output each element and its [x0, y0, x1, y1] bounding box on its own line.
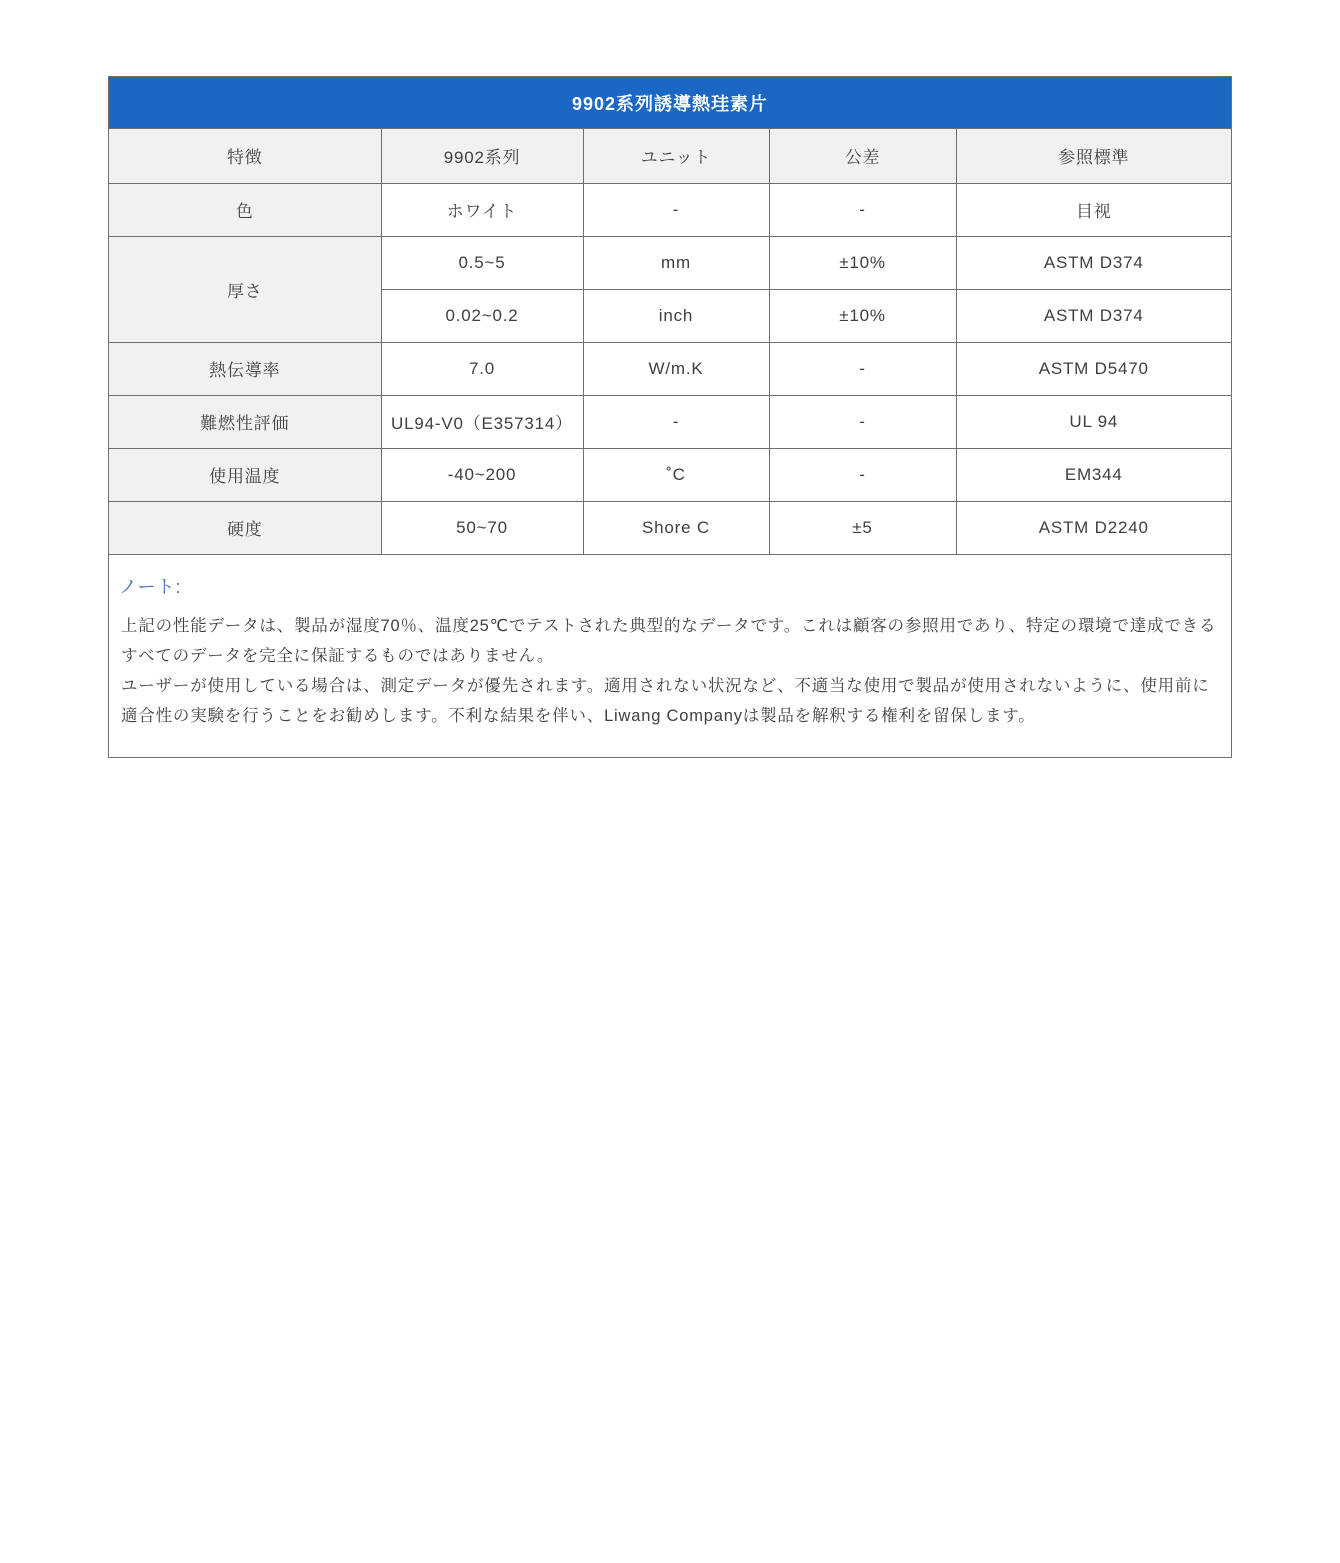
cell-thermal-unit: W/m.K: [583, 342, 769, 395]
cell-flame-standard: UL 94: [956, 395, 1231, 448]
cell-hardness-value: 50~70: [381, 501, 583, 554]
row-header-hardness: 硬度: [109, 501, 381, 554]
row-header-thickness: 厚さ: [109, 236, 381, 342]
cell-hardness-unit: Shore C: [583, 501, 769, 554]
table-header-row: [109, 129, 1231, 183]
cell-color-tolerance: -: [769, 183, 956, 236]
cell-color-unit: -: [583, 183, 769, 236]
cell-thickness-inch-standard: ASTM D374: [956, 289, 1231, 342]
cell-thermal-standard: ASTM D5470: [956, 342, 1231, 395]
notes-section: [109, 555, 1231, 757]
notes-paragraph-1: 上記の性能データは、製品が湿度70％、温度25℃でテストされた典型的なデータです。これは顧客の参照用であり、特定の環境で達成できるすべてのデータを完全に保証するものではありません。: [121, 616, 1217, 665]
cell-color-value: ホワイト: [381, 183, 583, 236]
column-header-series: 9902系列: [381, 129, 583, 183]
table-row-hardness: [109, 501, 1231, 554]
row-header-color: 色: [109, 183, 381, 236]
cell-flame-unit: -: [583, 395, 769, 448]
spec-panel: [108, 76, 1232, 758]
table-title: 9902系列誘導熱珪素片: [571, 93, 769, 114]
cell-thickness-mm-value: 0.5~5: [381, 236, 583, 289]
notes-label: ノート:: [119, 576, 182, 597]
row-header-thermal-conductivity: 熱伝導率: [109, 342, 381, 395]
column-header-tolerance: 公差: [769, 129, 956, 183]
cell-thickness-mm-standard: ASTM D374: [956, 236, 1231, 289]
table-title-bar: [109, 77, 1231, 129]
cell-color-standard: 目视: [956, 183, 1231, 236]
cell-thickness-mm-tolerance: ±10%: [769, 236, 956, 289]
table-row-operating-temperature: [109, 448, 1231, 501]
cell-thickness-inch-value: 0.02~0.2: [381, 289, 583, 342]
cell-flame-tolerance: -: [769, 395, 956, 448]
column-header-feature: 特徴: [109, 129, 381, 183]
cell-thickness-inch-tolerance: ±10%: [769, 289, 956, 342]
row-header-flame-rating: 難燃性評価: [109, 395, 381, 448]
table-row-flame-rating: [109, 395, 1231, 448]
cell-hardness-tolerance: ±5: [769, 501, 956, 554]
table-row-thickness-mm: [109, 236, 1231, 289]
cell-thickness-mm-unit: mm: [583, 236, 769, 289]
cell-flame-value: UL94-V0（E357314）: [381, 395, 583, 448]
cell-thickness-inch-unit: inch: [583, 289, 769, 342]
cell-temperature-value: -40~200: [381, 448, 583, 501]
cell-temperature-standard: EM344: [956, 448, 1231, 501]
cell-hardness-standard: ASTM D2240: [956, 501, 1231, 554]
spec-table: [109, 129, 1231, 555]
column-header-unit: ユニット: [583, 129, 769, 183]
cell-thermal-tolerance: -: [769, 342, 956, 395]
cell-thermal-value: 7.0: [381, 342, 583, 395]
cell-temperature-tolerance: -: [769, 448, 956, 501]
table-row-color: [109, 183, 1231, 236]
cell-temperature-unit: ˚C: [583, 448, 769, 501]
table-row-thermal-conductivity: [109, 342, 1231, 395]
row-header-operating-temperature: 使用温度: [109, 448, 381, 501]
notes-paragraph-2: ユーザーが使用している場合は、測定データが優先されます。適用されない状況など、不適当な使用で製品が使用されないように、使用前に適合性の実験を行うことをお勧めします。不利な結果を伴い、Liwang Companyは製品を解釈する権利を留保します。: [121, 676, 1210, 725]
column-header-standard: 参照標準: [956, 129, 1231, 183]
